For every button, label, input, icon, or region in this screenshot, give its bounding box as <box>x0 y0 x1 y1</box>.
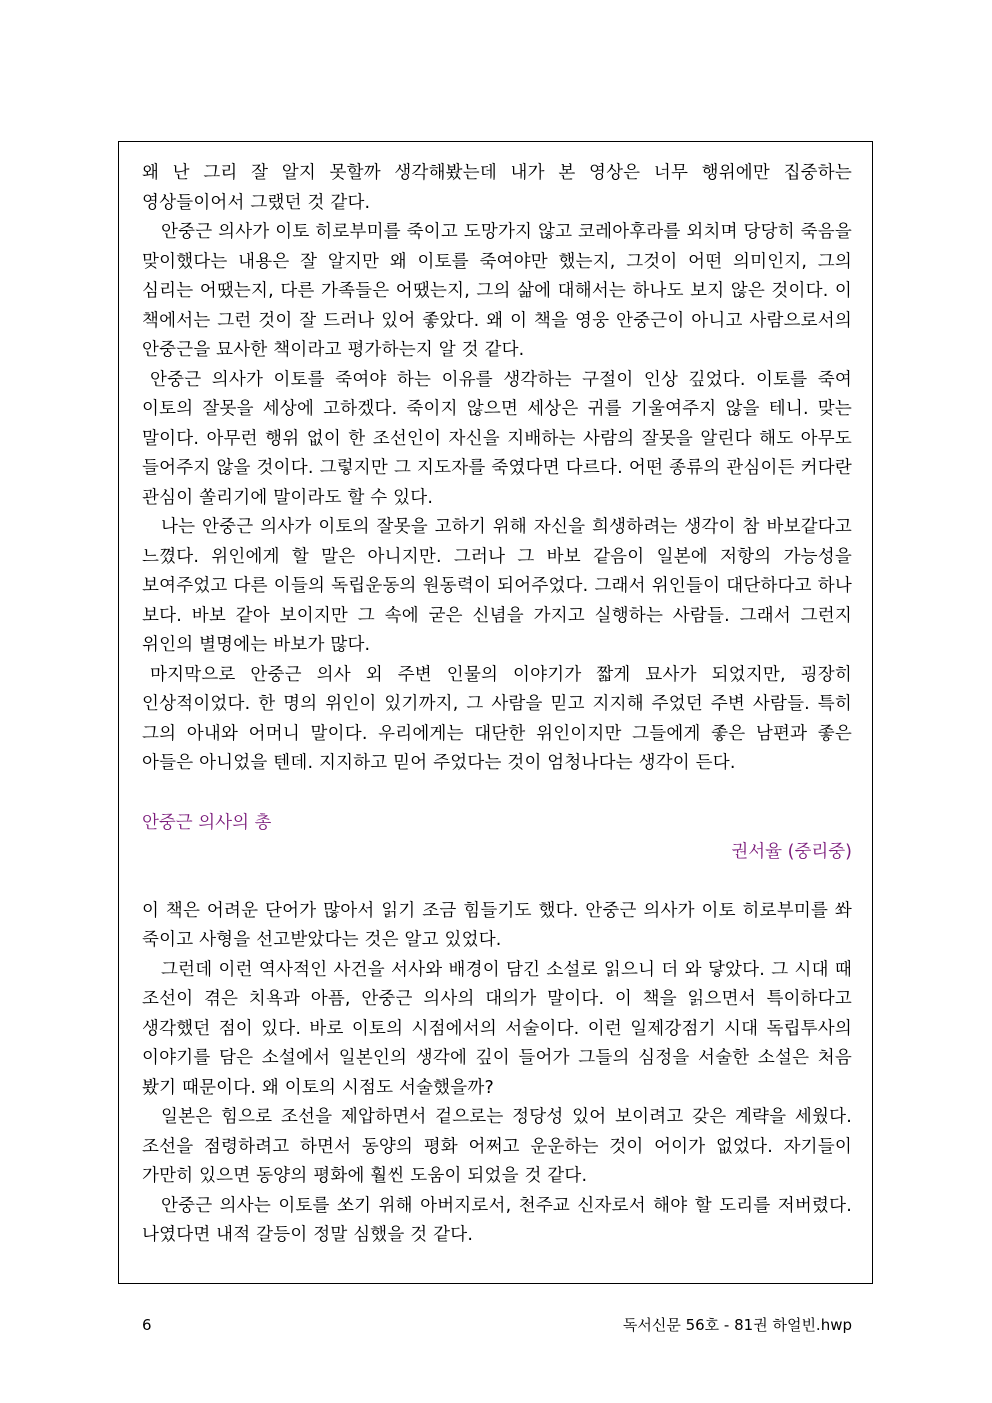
paragraph: 마지막으로 안중근 의사 외 주변 인물의 이야기가 짧게 묘사가 되었지만, 굉장히 인상적이었다. 한 명의 위인이 있기까지, 그 사람을 믿고 지지해 주었던 주변 사람들. 특히 그의 아내와 어머니 말이다. 우리에게는 대단한 위인이지만 그들에게 좋은 남편과 좋은 아들은 아니었을 텐데. 지지하고 믿어 주었다는 것이 엄청나다는 생각이 든다. <box>142 664 852 773</box>
paragraph: 왜 난 그리 잘 알지 못할까 생각해봤는데 내가 본 영상은 너무 행위에만 집중하는 영상들이어서 그랬던 것 같다. <box>142 163 852 213</box>
paragraph: 나는 안중근 의사가 이토의 잘못을 고하기 위해 자신을 희생하려는 생각이 참 바보같다고 느꼈다. 위인에게 할 말은 아니지만. 그러나 그 바보 같음이 일본에 저항의 가능성을 보여주었고 다른 이들의 독립운동의 원동력이 되어주었다. 그래서 위인들이 대단하다고 하나 보다. 바보 같아 보이지만 그 속에 굳은 신념을 가지고 실행하는 사람들. 그래서 그런지 위인의 별명에는 바보가 많다. <box>142 517 852 655</box>
paragraph: 그런데 이런 역사적인 사건을 서사와 배경이 담긴 소설로 읽으니 더 와 닿았다. 그 시대 때 조선이 겪은 치욕과 아픔, 안중근 의사의 대의가 말이다. 이 책을 읽으면서 특이하다고 생각했던 점이 있다. 바로 이토의 시점에서의 서술이다. 이런 일제강점기 시대 독립투사의 이야기를 담은 소설에서 일본인의 생각에 깊이 들어가 그들의 심정을 서술한 소설은 처음 봤기 때문이다. 왜 이토의 시점도 서술했을까? <box>142 959 852 1098</box>
review-title: 안중근 의사의 총 <box>142 812 272 833</box>
paragraph: 이 책은 어려운 단어가 많아서 읽기 조금 힘들기도 했다. 안중근 의사가 이토 히로부미를 쏴 죽이고 사형을 선고받았다는 것은 알고 있었다. <box>142 900 852 950</box>
paragraph: 일본은 힘으로 조선을 제압하면서 겉으로는 정당성 있어 보이려고 갖은 계략을 세웠다. 조선을 점령하려고 하면서 동양의 평화 어쩌고 운운하는 것이 어이가 없었다. 자기들이 가만히 있으면 동양의 평화에 훨씬 도움이 되었을 것 같다. <box>142 1107 852 1186</box>
spacer <box>142 868 852 897</box>
document-body <box>142 159 852 1251</box>
review-author: 권서율 (중리중) <box>731 842 852 862</box>
paragraph: 안중근 의사가 이토 히로부미를 죽이고 도망가지 않고 코레아후라를 외치며 당당히 죽음을 맞이했다는 내용은 잘 알지만 왜 이토를 죽여야만 했는지, 그것이 어떤 의미인지, 그의 심리는 어땠는지, 다른 가족들은 어땠는지, 그의 삶에 대해서는 하나도 보지 않은 것이다. 이 책에서는 그런 것이 잘 드러나 있어 좋았다. 왜 이 책을 영웅 안중근이 아니고 사람으로서의 안중근을 묘사한 책이라고 평가하는지 알 것 같다. <box>142 222 852 360</box>
paragraph: 안중근 의사는 이토를 쏘기 위해 아버지로서, 천주교 신자로서 해야 할 도리를 저버렸다. 나였다면 내적 갈등이 정말 심했을 것 같다. <box>142 1195 852 1245</box>
page-number: 6 <box>142 1316 152 1334</box>
paragraph: 안중근 의사가 이토를 죽여야 하는 이유를 생각하는 구절이 인상 깊었다. 이토를 죽여 이토의 잘못을 세상에 고하겠다. 죽이지 않으면 세상은 귀를 기울여주지 않을 테니. 맞는 말이다. 아무런 행위 없이 한 조선인이 자신을 지배하는 사람의 잘못을 알린다 해도 아무도 들어주지 않을 것이다. 그렇지만 그 지도자를 죽였다면 다르다. 어떤 종류의 관심이든 커다란 관심이 쏠리기에 말이라도 할 수 있다. <box>142 369 852 508</box>
file-name: 독서신문 56호 - 81권 하얼빈.hwp <box>622 1316 852 1334</box>
